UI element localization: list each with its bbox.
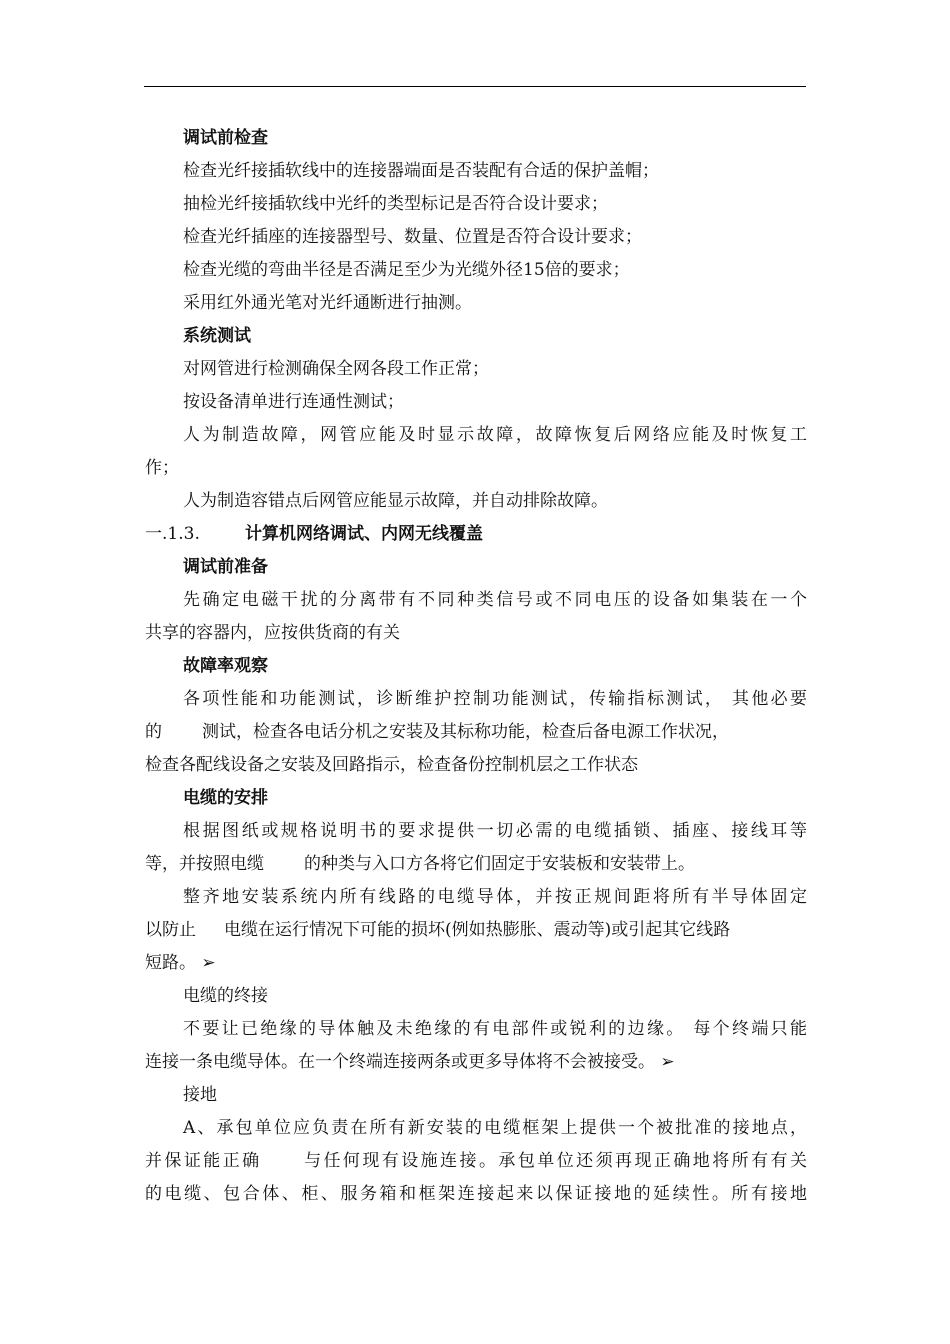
paragraph-continuation: 的电缆、包合体、柜、服务箱和框架连接起来以保证接地的延续性。所有接地	[145, 1184, 807, 1204]
section-number: 一.1.3.	[145, 524, 200, 544]
text-fragment: 测试，检查各电话分机之安装及其标称功能，检查后备电源工作状况，	[202, 722, 729, 742]
document-body	[145, 122, 807, 1211]
paragraph: 检查光缆的弯曲半径是否满足至少为光缆外径15倍的要求；	[183, 260, 630, 280]
text-fragment: 的	[145, 722, 162, 742]
paragraph: 不要让已绝缘的导体触及未绝缘的有电部件或锐利的边缘。 每个终端只能	[183, 1019, 807, 1039]
paragraph: 先确定电磁干扰的分离带有不同种类信号或不同电压的设备如集装在一个	[183, 590, 807, 610]
text-fragment: 的种类与入口方各将它们固定于安装板和安装带上。	[304, 854, 695, 874]
text-fragment: 等，并按照电缆	[145, 854, 264, 874]
paragraph-continuation	[145, 716, 807, 749]
paragraph-continuation: 连接一条电缆导体。在一个终端连接两条或更多导体将不会被接受。 ➢	[145, 1052, 675, 1072]
paragraph: 整齐地安装系统内所有线路的电缆导体，并按正规间距将所有半导体固定	[183, 887, 807, 907]
text-fragment: 以防止	[145, 920, 196, 940]
paragraph: 抽检光纤接插软线中光纤的类型标记是否符合设计要求；	[183, 194, 608, 214]
paragraph-continuation: 检查各配线设备之安装及回路指示，检查备份控制机层之工作状态	[145, 755, 638, 775]
paragraph-continuation: 短路。 ➢	[145, 953, 216, 973]
section-title: 计算机网络调试、内网无线覆盖	[245, 524, 483, 544]
paragraph: 检查光纤接插软线中的连接器端面是否装配有合适的保护盖帽；	[183, 161, 659, 181]
text-fragment: 电缆在运行情况下可能的损坏(例如热膨胀、震动等)或引起其它线路	[224, 920, 731, 940]
paragraph-continuation	[145, 848, 807, 881]
heading-pre-test-check: 调试前检查	[183, 128, 268, 148]
paragraph: 人为制造容错点后网管应能显示故障，并自动排除故障。	[183, 491, 608, 511]
heading-system-test: 系统测试	[183, 326, 251, 346]
heading-failure-observation: 故障率观察	[183, 656, 268, 676]
paragraph-continuation	[145, 914, 807, 947]
paragraph: 采用红外通光笔对光纤通断进行抽测。	[183, 293, 472, 313]
paragraph: 人为制造故障，网管应能及时显示故障，故障恢复后网络应能及时恢复工	[183, 425, 807, 445]
text-fragment: 并保证能正确	[145, 1151, 262, 1171]
paragraph: 各项性能和功能测试，诊断维护控制功能测试，传输指标测试， 其他必要	[183, 689, 807, 709]
paragraph: 检查光纤插座的连接器型号、数量、位置是否符合设计要求；	[183, 227, 642, 247]
paragraph-continuation: 共享的容器内，应按供货商的有关	[145, 623, 400, 643]
heading-cable-arrangement: 电缆的安排	[183, 788, 268, 808]
paragraph-continuation: 作；	[145, 458, 179, 478]
heading-cable-termination: 电缆的终接	[183, 986, 268, 1006]
heading-grounding: 接地	[183, 1085, 217, 1105]
paragraph: 根据图纸或规格说明书的要求提供一切必需的电缆插锁、插座、接线耳等	[183, 821, 807, 841]
text-fragment: 与任何现有设施连接。承包单位还须再现正确地将所有有关	[301, 1151, 807, 1171]
paragraph: 按设备清单进行连通性测试；	[183, 392, 404, 412]
heading-pre-test-prep: 调试前准备	[183, 557, 268, 577]
paragraph: A、承包单位应负责在所有新安装的电缆框架上提供一个被批准的接地点，	[183, 1118, 807, 1138]
header-rule	[144, 86, 806, 87]
paragraph: 对网管进行检测确保全网各段工作正常；	[183, 359, 489, 379]
section-heading	[145, 518, 807, 551]
paragraph-continuation	[145, 1145, 807, 1178]
